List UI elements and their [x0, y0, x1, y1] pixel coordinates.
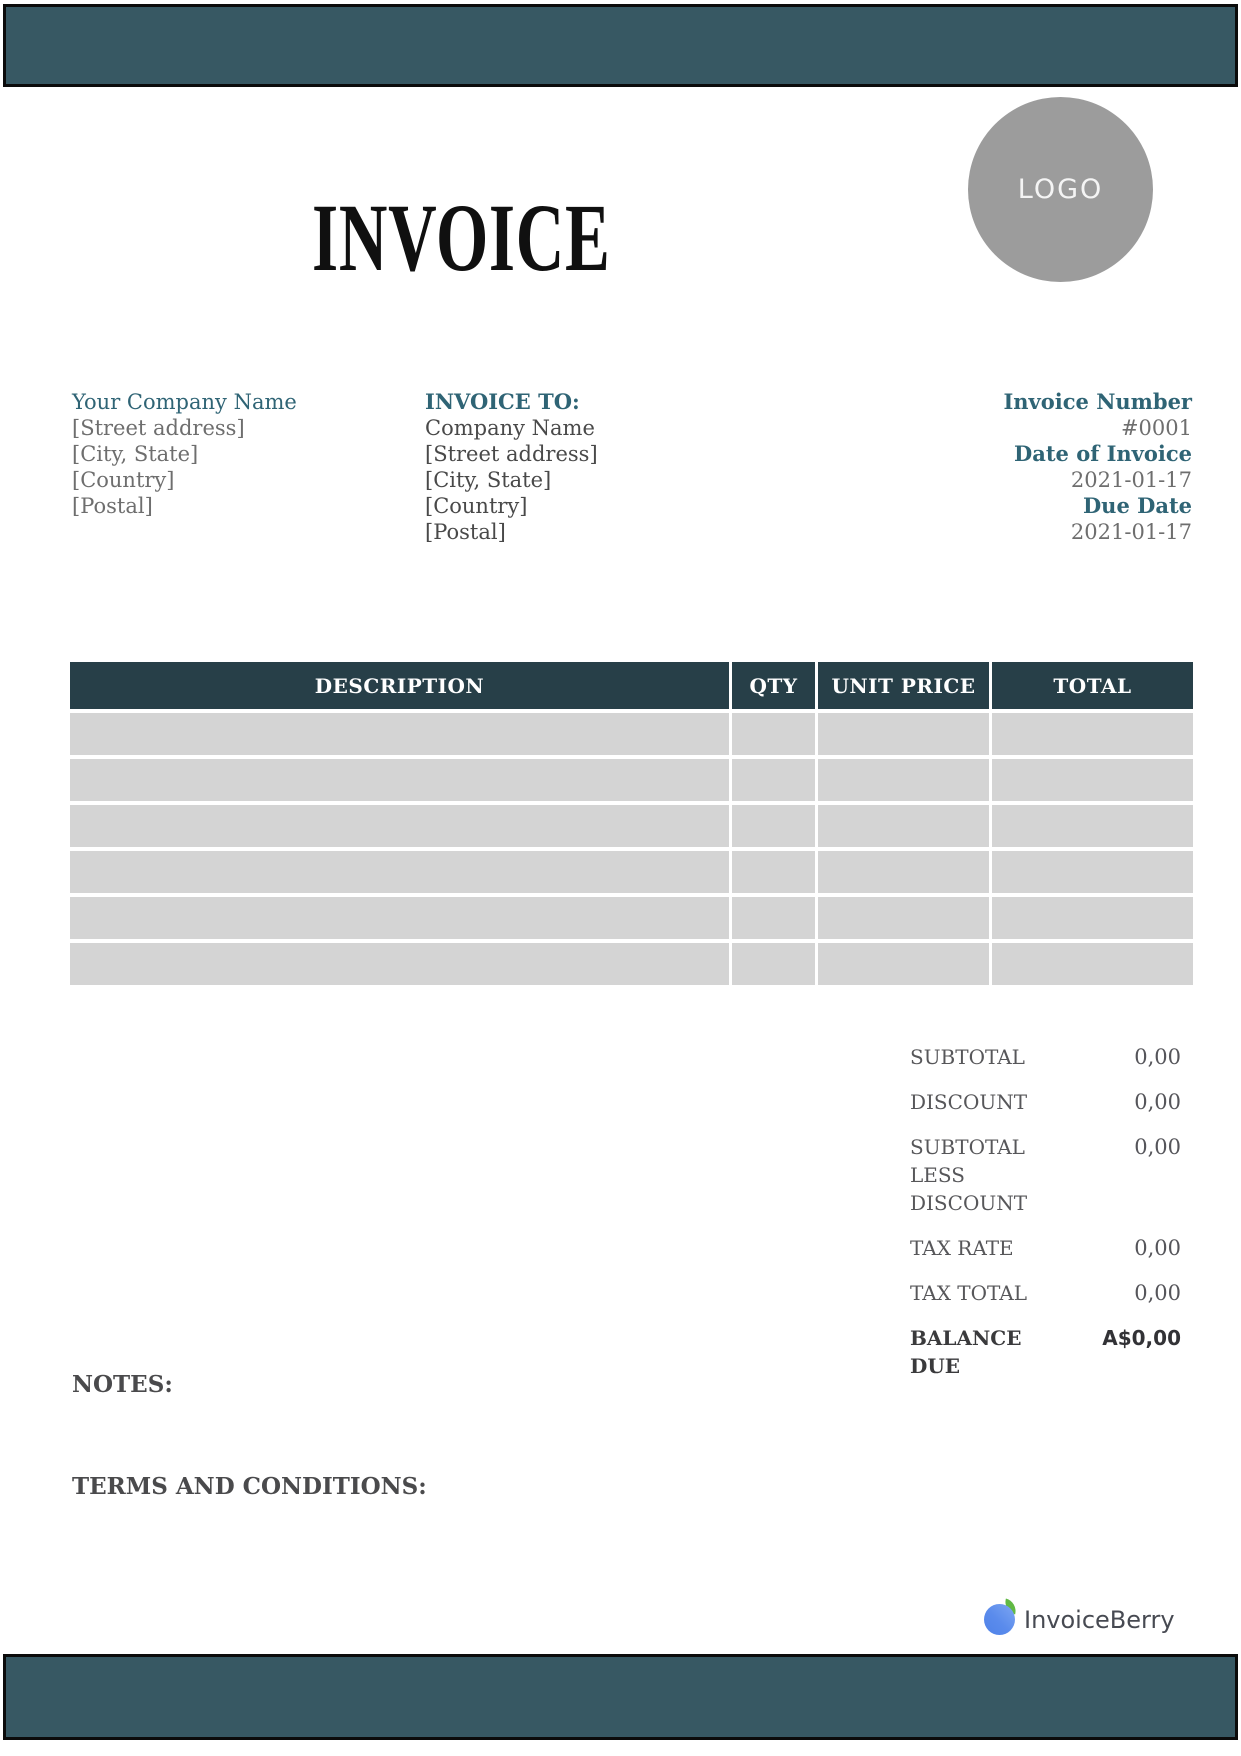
cell-qty [732, 713, 815, 755]
billto-city-state: [City, State] [425, 468, 552, 492]
header-unit-price: UNIT PRICE [818, 662, 989, 709]
header-description: DESCRIPTION [70, 662, 729, 709]
totals-block [910, 1043, 1181, 1397]
tax-total-label: TAX TOTAL [910, 1281, 1027, 1305]
table-row [70, 759, 1193, 801]
company-street: [Street address] [72, 416, 245, 440]
invoice-number-label: Invoice Number [1003, 389, 1192, 414]
terms-heading: TERMS AND CONDITIONS: [72, 1473, 427, 1500]
header-total: TOTAL [992, 662, 1193, 709]
line-items-table [70, 662, 1193, 989]
company-city-state: [City, State] [72, 442, 199, 466]
subtotal-label: SUBTOTAL [910, 1045, 1025, 1069]
tax-rate-value: 0,00 [1134, 1236, 1181, 1260]
cell-total [992, 805, 1193, 847]
cell-unit-price [818, 851, 989, 893]
brand-name: InvoiceBerry [1024, 1605, 1175, 1634]
cell-unit-price [818, 713, 989, 755]
company-country: [Country] [72, 468, 175, 492]
cell-description [70, 713, 729, 755]
top-color-bar [3, 4, 1238, 87]
bottom-color-bar [3, 1654, 1238, 1740]
company-name: Your Company Name [72, 390, 297, 414]
logo-placeholder [968, 97, 1153, 282]
page-title: INVOICE [312, 184, 611, 291]
berry-circle [984, 1604, 1015, 1635]
invoice-meta-block [1003, 389, 1192, 545]
discount-label: DISCOUNT [910, 1090, 1028, 1114]
cell-total [992, 713, 1193, 755]
balance-due-value: A$0,00 [1102, 1326, 1181, 1350]
invoice-to-heading: INVOICE TO: [425, 389, 580, 414]
balance-due-row [910, 1324, 1181, 1380]
cell-unit-price [818, 897, 989, 939]
cell-description [70, 897, 729, 939]
cell-qty [732, 897, 815, 939]
cell-total [992, 897, 1193, 939]
cell-description [70, 759, 729, 801]
billto-street: [Street address] [425, 442, 598, 466]
subtotal-less-discount-label: SUBTOTAL LESS DISCOUNT [910, 1135, 1028, 1215]
balance-due-label: BALANCE DUE [910, 1326, 1022, 1378]
due-date-label: Due Date [1082, 493, 1192, 518]
cell-qty [732, 851, 815, 893]
berry-logo-icon [984, 1604, 1015, 1635]
tax-rate-label: TAX RATE [910, 1236, 1014, 1260]
tax-total-value: 0,00 [1134, 1281, 1181, 1305]
subtotal-less-discount-value: 0,00 [1134, 1135, 1181, 1159]
cell-description [70, 943, 729, 985]
table-row [70, 713, 1193, 755]
cell-total [992, 759, 1193, 801]
logo-placeholder-label: LOGO [1017, 174, 1104, 205]
cell-total [992, 943, 1193, 985]
company-postal: [Postal] [72, 494, 153, 518]
invoice-to-block [425, 389, 598, 545]
cell-qty [732, 805, 815, 847]
cell-description [70, 851, 729, 893]
subtotal-row [910, 1043, 1181, 1071]
notes-heading: NOTES: [72, 1371, 173, 1398]
subtotal-value: 0,00 [1134, 1045, 1181, 1069]
cell-unit-price [818, 805, 989, 847]
cell-qty [732, 759, 815, 801]
invoice-number-value: #0001 [1120, 416, 1192, 440]
discount-value: 0,00 [1134, 1090, 1181, 1114]
table-row [70, 851, 1193, 893]
tax-rate-row [910, 1234, 1181, 1262]
invoiceberry-brand [984, 1604, 1175, 1635]
cell-unit-price [818, 759, 989, 801]
discount-row [910, 1088, 1181, 1116]
table-row [70, 897, 1193, 939]
billto-company-name: Company Name [425, 416, 595, 440]
tax-total-row [910, 1279, 1181, 1307]
cell-unit-price [818, 943, 989, 985]
table-row [70, 805, 1193, 847]
header-qty: QTY [732, 662, 815, 709]
subtotal-less-discount-row [910, 1133, 1181, 1217]
table-header-row [70, 662, 1193, 709]
invoice-date-value: 2021-01-17 [1070, 468, 1192, 492]
table-row [70, 943, 1193, 985]
cell-total [992, 851, 1193, 893]
cell-description [70, 805, 729, 847]
due-date-value: 2021-01-17 [1070, 520, 1192, 544]
invoice-date-label: Date of Invoice [1014, 441, 1192, 466]
company-address-block [72, 389, 297, 519]
billto-postal: [Postal] [425, 520, 506, 544]
cell-qty [732, 943, 815, 985]
billto-country: [Country] [425, 494, 528, 518]
